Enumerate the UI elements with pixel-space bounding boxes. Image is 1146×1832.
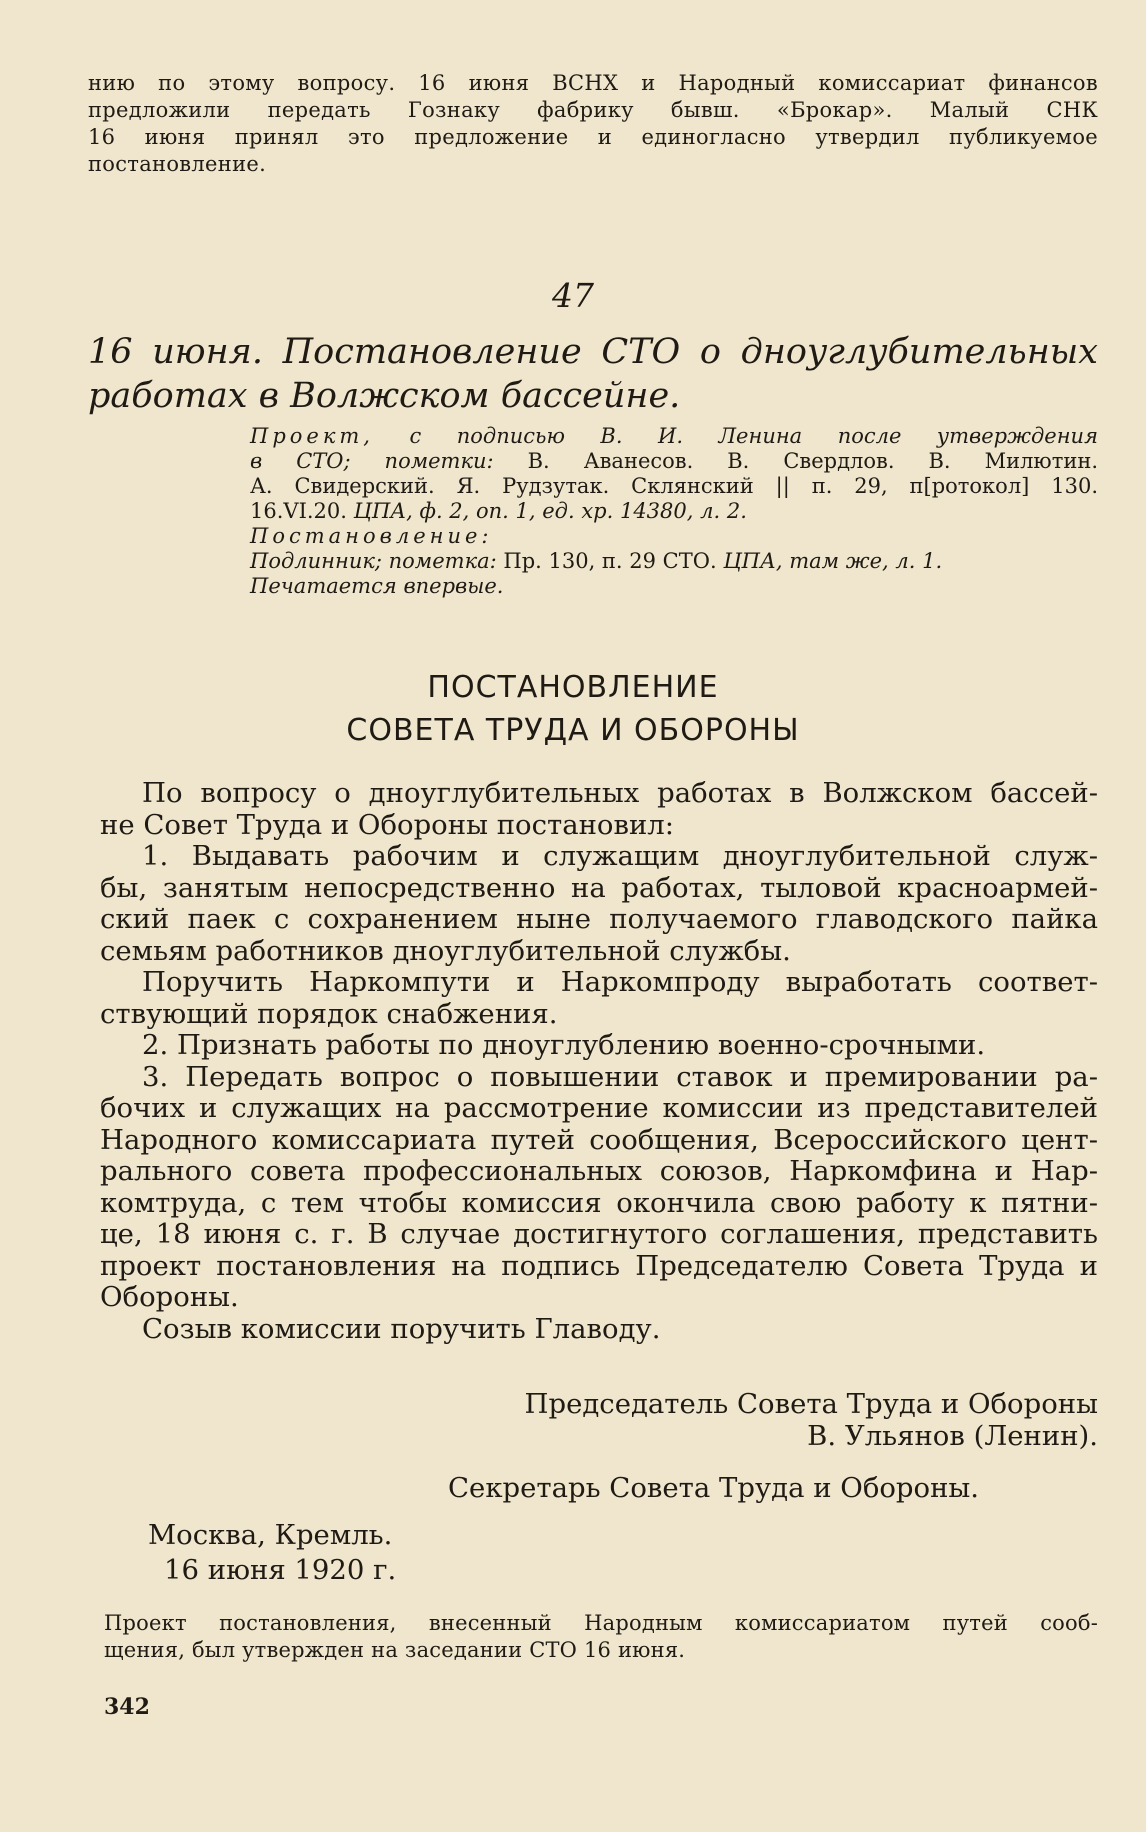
signature-title: Председатель Совета Труда и Обороны — [524, 1388, 1098, 1420]
archive-draft-desc: с подписью В. И. Ленина после утверждения — [409, 424, 1098, 448]
place: Москва, Кремль. — [148, 1519, 393, 1551]
intro-line: предложили передать Гознаку фабрику бывш. «Брокар». Малый СНК — [88, 98, 1098, 122]
archive-original-label: Подлинник; пометка: — [250, 549, 497, 573]
intro-line: нию по этому вопросу. 16 июня ВСНХ и Народный комиссариат финансов — [88, 71, 1098, 95]
archive-decree-label: Постановление: — [250, 524, 493, 548]
body-line: комтруда, с тем чтобы комиссия окончила свою работу к пятни- — [100, 1186, 1098, 1219]
body-line: не Совет Труда и Обороны постановил: — [100, 808, 675, 841]
body-line: проект постановления на подпись Председателю Совета Труда и — [100, 1249, 1098, 1282]
body-line: Обороны. — [100, 1281, 239, 1313]
decree-title-line: СОВЕТА ТРУДА И ОБОРОНЫ — [346, 713, 800, 748]
decree-body — [100, 778, 1098, 1345]
body-line: 3. Передать вопрос о повышении ставок и премировании ра- — [142, 1060, 1098, 1093]
archive-draft-label: Проект, — [250, 424, 374, 448]
archive-line — [250, 449, 1098, 474]
footnote — [104, 1610, 1098, 1664]
signature-name: В. Ульянов (Ленин). — [807, 1419, 1098, 1452]
body-line: Народного комиссариата путей сообщения, Всероссийского цент- — [100, 1123, 1098, 1156]
archive-line: А. Свидерский. Я. Рудзутак. Склянский || п. 29, п[ротокол] 130. — [250, 474, 1098, 498]
footnote-line: Проект постановления, внесенный Народным комиссариатом путей сооб- — [104, 1611, 1098, 1635]
archive-marks: В. Аванесов. В. Свердлов. В. Милютин. — [527, 449, 1098, 473]
place-date — [148, 1518, 396, 1588]
archive-note — [250, 424, 1098, 599]
archive-date: 16.VI.20. — [250, 499, 347, 523]
signature-block — [448, 1389, 1098, 1452]
heading-line: 16 июня. Постановление СТО о дноуглубительных — [88, 332, 1098, 372]
archive-line — [250, 499, 1098, 524]
body-line: По вопросу о дноуглубительных работах в Волжском бассей- — [142, 777, 1098, 809]
body-line: рального совета профессиональных союзов, Наркомфина и Нар- — [100, 1155, 1098, 1187]
document-heading — [88, 330, 1098, 418]
body-line: ствующий порядок снабжения. — [100, 997, 558, 1030]
archive-original-ref: ЦПА, там же, л. 1. — [723, 549, 943, 573]
archive-marks-label: в СТО; пометки: — [250, 449, 494, 473]
archive-reference: ЦПА, ф. 2, оп. 1, ед. хр. 14380, л. 2. — [353, 499, 747, 523]
archive-original-mark: Пр. 130, п. 29 СТО. — [503, 549, 717, 573]
intro-paragraph — [88, 70, 1098, 178]
body-line: 2. Признать работы по дноуглублению военно-срочными. — [142, 1029, 986, 1061]
footnote-line: щения, был утвержден на заседании СТО 16 июня. — [104, 1638, 686, 1662]
body-line: це, 18 июня с. г. В случае достигнутого соглашения, представить — [100, 1218, 1098, 1250]
body-line: ский паек с сохранением ныне получаемого главодского пайка — [100, 903, 1098, 935]
body-line: бочих и служащих на рассмотрение комиссии из представителей — [100, 1092, 1098, 1124]
intro-line: 16 июня принял это предложение и единогласно утвердил публикуемое — [88, 125, 1098, 149]
decree-title-line: ПОСТАНОВЛЕНИЕ — [427, 670, 719, 705]
decree-title — [0, 666, 1146, 752]
heading-line: работах в Волжском бассейне. — [88, 376, 681, 416]
archive-first-print: Печатается впервые. — [250, 574, 504, 598]
body-line: Поручить Наркомпути и Наркомпроду выработать соответ- — [142, 966, 1098, 998]
body-line: Созыв комиссии поручить Главоду. — [142, 1312, 661, 1345]
page-number: 342 — [104, 1694, 150, 1720]
body-line: семьям работников дноуглубительной службы. — [100, 934, 791, 967]
document-number: 47 — [552, 276, 594, 315]
body-line: 1. Выдавать рабочим и служащим дноуглубительной служ- — [142, 840, 1098, 872]
intro-line: постановление. — [88, 152, 267, 176]
date: 16 июня 1920 г. — [164, 1554, 397, 1586]
archive-line — [250, 424, 1098, 449]
body-line: бы, занятым непосредственно на работах, тыловой красноармей- — [100, 871, 1098, 904]
secretary-line: Секретарь Совета Труда и Обороны. — [448, 1472, 980, 1504]
archive-line — [250, 549, 1098, 574]
